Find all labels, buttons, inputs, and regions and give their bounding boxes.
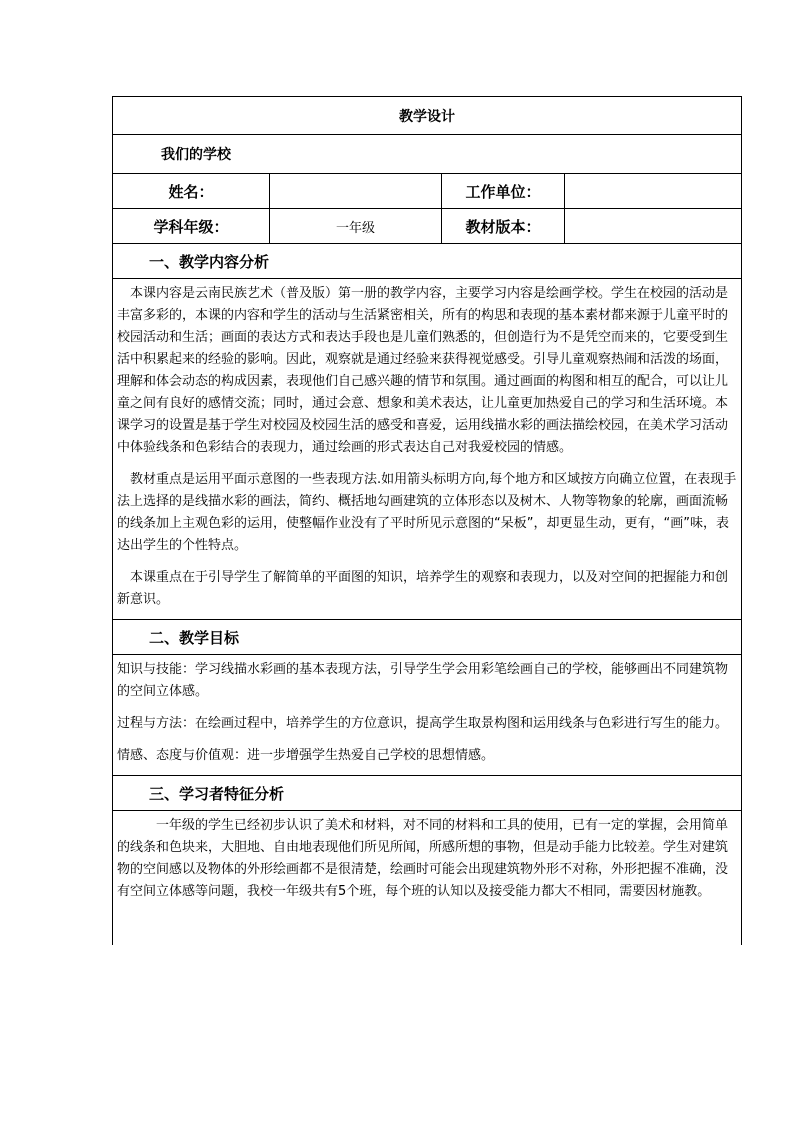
textbook-edition-label: 教材版本： xyxy=(442,209,565,244)
content-analysis-body xyxy=(113,279,742,620)
learner-paragraph: 一年级的学生已经初步认识了美术和材料，对不同的材料和工具的使用，已有一定的掌握，会用简单的线条和色块来，大胆地、自由地表现他们所见所闻，所感所想的事物，但是动手能力比较差。学生对建筑物的空间感以及物体的外形绘画都不是很清楚，绘画时可能会出现建筑物外形不对称，外形把握不准确，没有空间立体感等问题，我校一年级共有5个班，每个班的认知以及接受能力都大不相同，需要因材施教。 xyxy=(117,818,729,899)
subject-grade-label: 学科年级： xyxy=(113,209,270,244)
work-unit-label: 工作单位： xyxy=(442,174,565,209)
goal-paragraph: 过程与方法：在绘画过程中，培养学生的方位意识，提高学生取景构图和运用线条与色彩进行写生的能力。 xyxy=(117,716,729,731)
section-heading-learners: 三、学习者特征分析 xyxy=(113,776,742,811)
subject-grade-value: 一年级 xyxy=(270,209,442,244)
teaching-goals-body xyxy=(113,655,742,776)
name-value xyxy=(270,174,442,209)
work-unit-value xyxy=(565,174,742,209)
section-heading-content: 一、教学内容分析 xyxy=(113,244,742,279)
learner-analysis-body xyxy=(113,811,742,946)
lesson-plan-table xyxy=(112,96,742,945)
lesson-title: 我们的学校 xyxy=(113,135,742,174)
learner-text-clip xyxy=(117,815,737,937)
content-paragraph: 本课重点在于引导学生了解简单的平面图的知识，培养学生的观察和表现力，以及对空间的把握能力和创新意识。 xyxy=(117,570,729,607)
name-label: 姓名： xyxy=(113,174,270,209)
goal-paragraph: 情感、态度与价值观：进一步增强学生热爱自己学校的思想情感。 xyxy=(117,748,495,763)
document-title: 教学设计 xyxy=(113,97,742,135)
textbook-edition-value xyxy=(565,209,742,244)
content-paragraph: 本课内容是云南民族艺术（普及版）第一册的教学内容，主要学习内容是绘画学校。学生在校园的活动是丰富多彩的，本课的内容和学生的活动与生活紧密相关，所有的构思和表现的基本素材都来源于儿童平时的校园活动和生活；画面的表达方式和表达手段也是儿童们熟悉的，但创造行为不是凭空而来的，它要受到生活中积累起来的经验的影响。因此，观察就是通过经验来获得视觉感受。引导儿童观察热闹和活泼的场面，理解和体会动态的构成因素，表现他们自己感兴趣的情节和氛围。通过画面的构图和相互的配合，可以让儿童之间有良好的感情交流；同时，通过会意、想象和美术表达，让儿童更加热爱自己的学习和生活环境。本课学习的设置是基于学生对校园及校园生活的感受和喜爱，运用线描水彩的画法描绘校园，在美术学习活动中体验线条和色彩结合的表现力，通过绘画的形式表达自己对我爱校园的情感。 xyxy=(117,286,729,455)
goal-paragraph: 知识与技能：学习线描水彩画的基本表现方法，引导学生学会用彩笔绘画自己的学校，能够画出不同建筑物的空间立体感。 xyxy=(117,662,729,699)
section-heading-goals: 二、教学目标 xyxy=(113,620,742,655)
content-paragraph: 教材重点是运用平面示意图的一些表现方法.如用箭头标明方向,每个地方和区域按方向确立位置，在表现手法上选择的是线描水彩的画法，简约、概括地勾画建筑的立体形态以及树木、人物等物象的轮廓，画面流畅的线条加上主观色彩的运用，使整幅作业没有了平时所见示意图的“呆板”，却更显生动，更有，“画”味，表达出学生的个性特点。 xyxy=(117,472,737,553)
